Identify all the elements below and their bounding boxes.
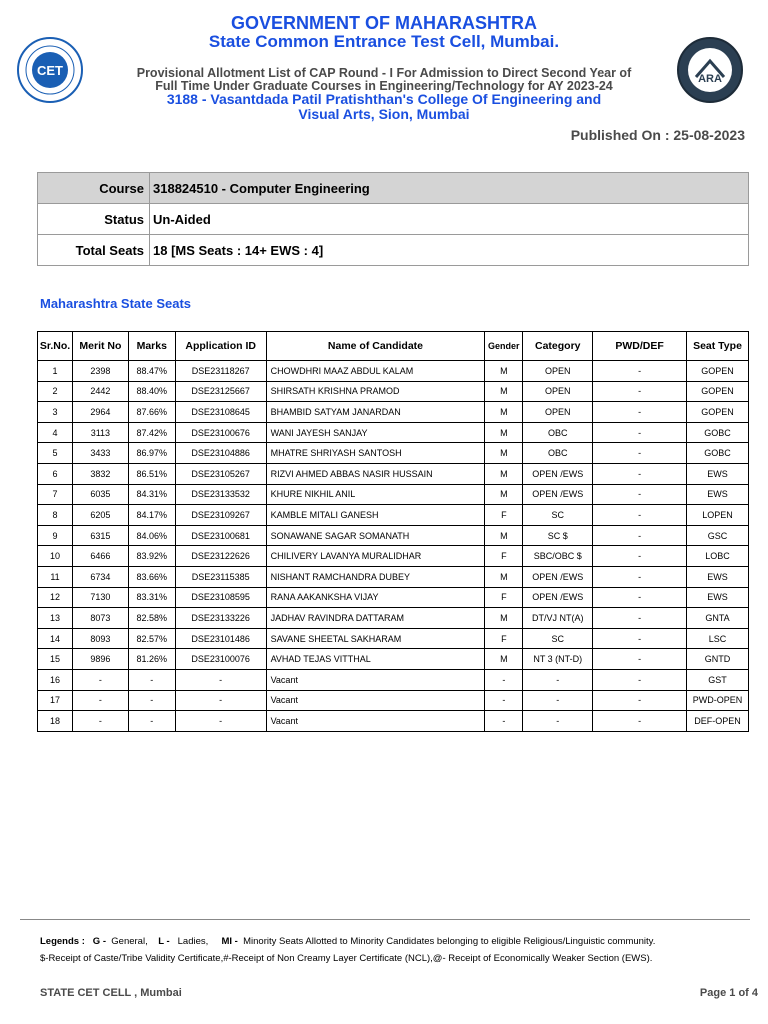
cell-seat-type: PWD-OPEN — [686, 690, 748, 711]
col-header-application-id: Application ID — [175, 332, 266, 361]
subtitle-line-1: Provisional Allotment List of CAP Round - I For Admission to Direct Second Year of — [136, 66, 632, 80]
cell-seat-type: GOPEN — [686, 361, 748, 382]
legend-g-value: General, — [111, 936, 148, 947]
col-header-seat-type: Seat Type — [686, 332, 748, 361]
cell-seat-type: GNTA — [686, 608, 748, 629]
cell-pwd-def: - — [593, 711, 687, 732]
status-label: Status — [38, 204, 150, 235]
cell-candidate-name: WANI JAYESH SANJAY — [266, 422, 485, 443]
cell-pwd-def: - — [593, 525, 687, 546]
cell-category: SC $ — [523, 525, 593, 546]
cell-seat-type: EWS — [686, 463, 748, 484]
cell-candidate-name: JADHAV RAVINDRA DATTARAM — [266, 608, 485, 629]
government-title: GOVERNMENT OF MAHARASHTRA — [231, 13, 537, 33]
cell-marks: 84.17% — [128, 505, 175, 526]
cell-application-id: DSE23109267 — [175, 505, 266, 526]
table-row — [38, 525, 749, 546]
table-row — [38, 422, 749, 443]
cell-candidate-name: CHILIVERY LAVANYA MURALIDHAR — [266, 546, 485, 567]
cell-category: - — [523, 669, 593, 690]
col-header-gender: Gender — [485, 332, 523, 361]
cell-merit-no: 3113 — [72, 422, 128, 443]
cell-srno: 7 — [38, 484, 73, 505]
cell-srno: 11 — [38, 566, 73, 587]
status-value: Un-Aided — [150, 204, 749, 235]
cell-pwd-def: - — [593, 361, 687, 382]
cell-candidate-name: Vacant — [266, 711, 485, 732]
cell-merit-no: 3433 — [72, 443, 128, 464]
cell-application-id: DSE23115385 — [175, 566, 266, 587]
table-row — [38, 361, 749, 382]
cell-pwd-def: - — [593, 669, 687, 690]
cell-marks: 86.97% — [128, 443, 175, 464]
total-seats-row — [38, 235, 749, 266]
cell-category: NT 3 (NT-D) — [523, 649, 593, 670]
cell-srno: 1 — [38, 361, 73, 382]
cell-pwd-def: - — [593, 381, 687, 402]
cell-candidate-name: RIZVI AHMED ABBAS NASIR HUSSAIN — [266, 463, 485, 484]
table-row — [38, 669, 749, 690]
cell-application-id: DSE23122626 — [175, 546, 266, 567]
legend-notes: $-Receipt of Caste/Tribe Validity Certificate,#-Receipt of Non Creamy Layer Certificate (NCL),@- Receipt of Economically Weaker Section (EWS). — [40, 953, 653, 964]
cell-merit-no: 6466 — [72, 546, 128, 567]
cell-application-id: DSE23133226 — [175, 608, 266, 629]
cell-category: - — [523, 711, 593, 732]
cell-category: OPEN /EWS — [523, 484, 593, 505]
legend-l-value: Ladies, — [177, 936, 209, 947]
cell-merit-no: 6035 — [72, 484, 128, 505]
cell-pwd-def: - — [593, 484, 687, 505]
col-header-srno: Sr.No. — [38, 332, 73, 361]
table-row — [38, 566, 749, 587]
cell-category: OPEN — [523, 361, 593, 382]
cell-marks: - — [128, 711, 175, 732]
cell-category: OBC — [523, 422, 593, 443]
subtitle-line-2: Full Time Under Graduate Courses in Engineering/Technology for AY 2023-24 — [155, 79, 613, 93]
table-row — [38, 402, 749, 423]
cell-merit-no: 7130 — [72, 587, 128, 608]
cell-seat-type: GSC — [686, 525, 748, 546]
cell-gender: - — [485, 669, 523, 690]
college-name — [120, 92, 648, 122]
cell-application-id: DSE23108595 — [175, 587, 266, 608]
legend-mi-key: MI - — [221, 936, 238, 947]
cell-candidate-name: SHIRSATH KRISHNA PRAMOD — [266, 381, 485, 402]
status-row — [38, 204, 749, 235]
cell-category: OPEN /EWS — [523, 463, 593, 484]
legends — [40, 936, 655, 947]
cell-seat-type: EWS — [686, 484, 748, 505]
published-date: Published On : 25-08-2023 — [570, 127, 745, 143]
table-row — [38, 711, 749, 732]
legend-mi-value: Minority Seats Allotted to Minority Candidates belonging to eligible Religious/Linguistic community. — [243, 936, 656, 947]
table-row — [38, 484, 749, 505]
college-line-1: 3188 - Vasantdada Patil Pratishthan's College Of Engineering and — [166, 91, 602, 107]
cell-application-id: DSE23101486 — [175, 628, 266, 649]
cell-candidate-name: SAVANE SHEETAL SAKHARAM — [266, 628, 485, 649]
table-row — [38, 443, 749, 464]
cell-marks: - — [128, 669, 175, 690]
cell-pwd-def: - — [593, 690, 687, 711]
cell-pwd-def: - — [593, 505, 687, 526]
cell-pwd-def: - — [593, 608, 687, 629]
college-line-2: Visual Arts, Sion, Mumbai — [298, 106, 470, 122]
ara-logo-text: ARA — [698, 73, 722, 85]
cell-candidate-name: SONAWANE SAGAR SOMANATH — [266, 525, 485, 546]
cell-srno: 16 — [38, 669, 73, 690]
cell-marks: 88.40% — [128, 381, 175, 402]
cell-pwd-def: - — [593, 443, 687, 464]
cell-gender: M — [485, 484, 523, 505]
cell-gender: M — [485, 608, 523, 629]
cell-application-id: DSE23105267 — [175, 463, 266, 484]
cell-pwd-def: - — [593, 546, 687, 567]
cell-application-id: DSE23118267 — [175, 361, 266, 382]
section-title: Maharashtra State Seats — [40, 296, 192, 311]
cell-merit-no: 3832 — [72, 463, 128, 484]
cell-candidate-name: BHAMBID SATYAM JANARDAN — [266, 402, 485, 423]
cell-srno: 10 — [38, 546, 73, 567]
cell-category: - — [523, 690, 593, 711]
cell-gender: M — [485, 443, 523, 464]
cell-application-id: DSE23125667 — [175, 381, 266, 402]
cell-merit-no: 8073 — [72, 608, 128, 629]
course-label: Course — [38, 173, 150, 204]
cell-category: OPEN /EWS — [523, 587, 593, 608]
cell-application-id: DSE23100681 — [175, 525, 266, 546]
course-value: 318824510 - Computer Engineering — [150, 173, 749, 204]
cell-marks: 86.51% — [128, 463, 175, 484]
cell-pwd-def: - — [593, 587, 687, 608]
cell-application-id: DSE23100676 — [175, 422, 266, 443]
cell-application-id: - — [175, 711, 266, 732]
cell-marks: 84.31% — [128, 484, 175, 505]
table-row — [38, 608, 749, 629]
cell-candidate-name: Vacant — [266, 669, 485, 690]
cell-merit-no: 2398 — [72, 361, 128, 382]
cell-gender: M — [485, 422, 523, 443]
cell-pwd-def: - — [593, 422, 687, 443]
total-seats-label: Total Seats — [38, 235, 150, 266]
cell-seat-type: DEF-OPEN — [686, 711, 748, 732]
cell-merit-no: 2442 — [72, 381, 128, 402]
cell-seat-type: GOBC — [686, 422, 748, 443]
cell-pwd-def: - — [593, 628, 687, 649]
cell-gender: M — [485, 381, 523, 402]
col-header-marks: Marks — [128, 332, 175, 361]
cell-marks: 83.31% — [128, 587, 175, 608]
cell-srno: 13 — [38, 608, 73, 629]
cell-candidate-name: NISHANT RAMCHANDRA DUBEY — [266, 566, 485, 587]
total-seats-value: 18 [MS Seats : 14+ EWS : 4] — [150, 235, 749, 266]
cell-category: DT/VJ NT(A) — [523, 608, 593, 629]
cell-gender: F — [485, 546, 523, 567]
cell-seat-type: EWS — [686, 566, 748, 587]
cell-application-id: DSE23100076 — [175, 649, 266, 670]
cell-gender: F — [485, 628, 523, 649]
cell-application-id: DSE23108645 — [175, 402, 266, 423]
cell-seat-type: GST — [686, 669, 748, 690]
cell-candidate-name: CHOWDHRI MAAZ ABDUL KALAM — [266, 361, 485, 382]
cell-seat-type: GOPEN — [686, 381, 748, 402]
cell-srno: 8 — [38, 505, 73, 526]
cell-srno: 17 — [38, 690, 73, 711]
table-row — [38, 381, 749, 402]
cell-gender: M — [485, 463, 523, 484]
cell-category: OPEN /EWS — [523, 566, 593, 587]
cell-gender: M — [485, 402, 523, 423]
cell-application-id: - — [175, 690, 266, 711]
cell-candidate-name: Vacant — [266, 690, 485, 711]
cell-srno: 18 — [38, 711, 73, 732]
cell-marks: 84.06% — [128, 525, 175, 546]
cell-merit-no: 8093 — [72, 628, 128, 649]
cell-merit-no: - — [72, 669, 128, 690]
cell-category: OPEN — [523, 381, 593, 402]
cell-gender: - — [485, 690, 523, 711]
cell-merit-no: 6205 — [72, 505, 128, 526]
cell-application-id: DSE23133532 — [175, 484, 266, 505]
cell-seat-type: LOBC — [686, 546, 748, 567]
cell-candidate-name: MHATRE SHRIYASH SANTOSH — [266, 443, 485, 464]
table-header-row — [38, 332, 749, 361]
col-header-pwd-def: PWD/DEF — [593, 332, 687, 361]
table-row — [38, 463, 749, 484]
cell-gender: F — [485, 505, 523, 526]
cell-marks: 83.66% — [128, 566, 175, 587]
table-row — [38, 628, 749, 649]
cell-gender: M — [485, 525, 523, 546]
cell-merit-no: 9896 — [72, 649, 128, 670]
cell-marks: 87.42% — [128, 422, 175, 443]
cell-application-id: - — [175, 669, 266, 690]
cell-marks: 81.26% — [128, 649, 175, 670]
allotment-table — [37, 331, 749, 732]
cell-candidate-name: KAMBLE MITALI GANESH — [266, 505, 485, 526]
cell-category: OBC — [523, 443, 593, 464]
cell-srno: 5 — [38, 443, 73, 464]
course-row — [38, 173, 749, 204]
cell-seat-type: LSC — [686, 628, 748, 649]
cell-candidate-name: RANA AAKANKSHA VIJAY — [266, 587, 485, 608]
cell-srno: 3 — [38, 402, 73, 423]
cell-merit-no: - — [72, 711, 128, 732]
list-subtitle — [120, 67, 648, 93]
cell-srno: 15 — [38, 649, 73, 670]
cell-category: OPEN — [523, 402, 593, 423]
cell-gender: M — [485, 361, 523, 382]
cell-marks: 83.92% — [128, 546, 175, 567]
footer-issuer: STATE CET CELL , Mumbai — [40, 987, 182, 999]
cell-pwd-def: - — [593, 463, 687, 484]
cell-pwd-def: - — [593, 402, 687, 423]
cet-logo-text: CET — [37, 63, 63, 78]
cell-seat-type: GOPEN — [686, 402, 748, 423]
cell-candidate-name: AVHAD TEJAS VITTHAL — [266, 649, 485, 670]
cell-srno: 2 — [38, 381, 73, 402]
cell-marks: 88.47% — [128, 361, 175, 382]
cell-candidate-name: KHURE NIKHIL ANIL — [266, 484, 485, 505]
course-info-table — [37, 172, 749, 266]
col-header-name: Name of Candidate — [266, 332, 485, 361]
cell-pwd-def: - — [593, 566, 687, 587]
col-header-category: Category — [523, 332, 593, 361]
legend-l-key: L - — [158, 936, 170, 947]
col-header-merit: Merit No — [72, 332, 128, 361]
cell-merit-no: 6734 — [72, 566, 128, 587]
table-row — [38, 587, 749, 608]
cell-srno: 14 — [38, 628, 73, 649]
cell-merit-no: 2964 — [72, 402, 128, 423]
cell-seat-type: LOPEN — [686, 505, 748, 526]
legend-g-key: G - — [92, 936, 106, 947]
cell-marks: 87.66% — [128, 402, 175, 423]
cell-marks: - — [128, 690, 175, 711]
page-number: Page 1 of 4 — [699, 987, 758, 999]
cell-application-id: DSE23104886 — [175, 443, 266, 464]
cell-category: SC — [523, 628, 593, 649]
cell-marks: 82.57% — [128, 628, 175, 649]
table-row — [38, 649, 749, 670]
cell-seat-type: EWS — [686, 587, 748, 608]
cell-gender: F — [485, 587, 523, 608]
cell-gender: M — [485, 649, 523, 670]
cell-merit-no: 6315 — [72, 525, 128, 546]
legends-label: Legends : — [40, 936, 85, 947]
cell-srno: 12 — [38, 587, 73, 608]
cell-pwd-def: - — [593, 649, 687, 670]
cell-category: SC — [523, 505, 593, 526]
table-row — [38, 690, 749, 711]
cell-seat-type: GOBC — [686, 443, 748, 464]
cell-seat-type: GNTD — [686, 649, 748, 670]
cell-srno: 4 — [38, 422, 73, 443]
cell-title: State Common Entrance Test Cell, Mumbai. — [208, 32, 560, 51]
table-row — [38, 546, 749, 567]
cell-merit-no: - — [72, 690, 128, 711]
cell-category: SBC/OBC $ — [523, 546, 593, 567]
cell-gender: M — [485, 566, 523, 587]
cell-gender: - — [485, 711, 523, 732]
cell-srno: 9 — [38, 525, 73, 546]
cell-srno: 6 — [38, 463, 73, 484]
cell-marks: 82.58% — [128, 608, 175, 629]
table-row — [38, 505, 749, 526]
footer-divider — [20, 919, 750, 920]
